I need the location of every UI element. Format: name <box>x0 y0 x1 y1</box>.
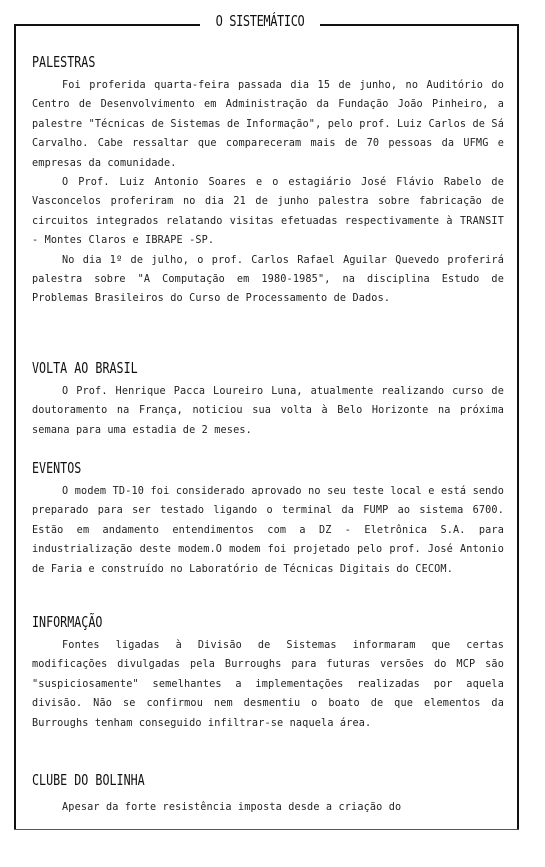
frame-left-rule <box>14 24 16 830</box>
paragraph: No dia 1º de julho, o prof. Carlos Rafael Aguilar Quevedo proferirá palestra sobre "A Computação em 1980-1985", na disciplina Estudo de Problemas Brasileiros do Curso de Processamento de Dados. <box>32 254 504 305</box>
section-palestras <box>32 52 504 309</box>
section-heading: CLUBE DO BOLINHA <box>32 771 145 789</box>
section-body <box>32 798 504 817</box>
section-heading: PALESTRAS <box>32 53 96 71</box>
section-informacao <box>32 612 504 733</box>
frame-right-rule <box>517 24 519 830</box>
frame-top-right-rule <box>320 24 519 26</box>
frame-bottom-rule <box>14 829 519 830</box>
section-body <box>32 76 504 309</box>
section-body <box>32 382 504 440</box>
paragraph: O Prof. Henrique Pacca Loureiro Luna, atualmente realizando curso de doutoramento na França, noticiou sua volta à Belo Horizonte na próxima semana para uma estadia de 2 meses. <box>32 386 504 436</box>
paragraph: O modem TD-10 foi considerado aprovado no seu teste local e está sendo preparado para ser testado ligando o terminal da FUMP ao sistema 6700. Estão em andamento entendimentos com a DZ - Eletrônica S.A. para industrialização deste modem.O modem foi projetado pelo prof. José Antonio de Faria e construído no Laboratório de Técnicas Digitais do CECOM. <box>32 486 504 575</box>
frame-top-left-rule <box>14 24 200 26</box>
section-heading: VOLTA AO BRASIL <box>32 359 138 377</box>
section-volta-ao-brasil <box>32 358 504 440</box>
paragraph: Apesar da forte resistência imposta desde a criação do <box>62 802 402 813</box>
paragraph: O Prof. Luiz Antonio Soares e o estagiário José Flávio Rabelo de Vasconcelos proferiram no dia 21 de junho palestra sobre fabricação de circuitos integrados relatando visitas efetuadas respectivamente à TRANSIT - Montes Claros e IBRAPE -SP. <box>32 177 504 247</box>
section-body <box>32 636 504 733</box>
masthead-title: O SISTEMÁTICO <box>215 12 305 30</box>
paragraph: Foi proferida quarta-feira passada dia 15 de junho, no Auditório do Centro de Desenvolvimento em Administração da Fundação João Pinheiro, a palestre "Técnicas de Sistemas de Informação", pelo prof. Luiz Carlos de Sá Carvalho. Cabe ressaltar que compareceram mais de 70 pessoas da UFMG e empresas da comunidade. <box>32 80 504 169</box>
section-heading: INFORMAÇÃO <box>32 613 103 631</box>
section-eventos <box>32 458 504 579</box>
section-clube-do-bolinha <box>32 770 504 817</box>
section-body <box>32 482 504 579</box>
section-heading: EVENTOS <box>32 459 82 477</box>
paragraph: Fontes ligadas à Divisão de Sistemas informaram que certas modificações divulgadas pela Burroughs para futuras versões do MCP são "suspiciosamente" semelhantes a implementações realizadas por aquela divisão. Não se confirmou nem desmentiu o boato de que elementos da Burroughs tenham conseguido infiltrar-se naquela área. <box>32 640 504 729</box>
